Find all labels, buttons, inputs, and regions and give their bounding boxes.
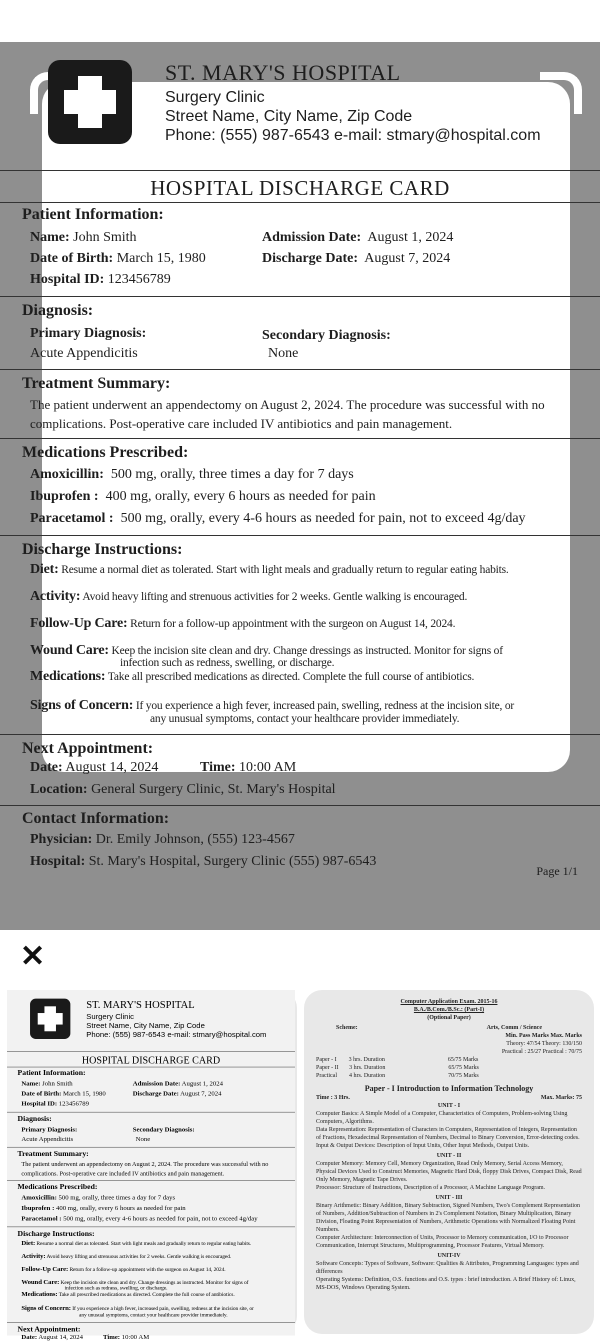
exam-scheme: Scheme: [336,1025,358,1031]
exam-paragraph: Computer Basics: A Simple Model of a Computer, Characteristics of Computers, Problem-solving Using Computers, Algorithms. [316,1111,568,1125]
instructions-heading: Discharge Instructions: [22,541,183,558]
close-icon[interactable]: ✕ [20,940,46,973]
exam-marks-head: Min. Pass Marks Max. Marks [505,1033,582,1039]
thumb-medication-item: Paracetamol : 500 mg, orally, every 4-6 hours as needed for pain, not to exceed 4g/day [21,1215,258,1223]
thumb-appointment-time: Time: 10:00 AM [103,1333,150,1341]
patient-id: Hospital ID: 123456789 [30,272,171,287]
hospital-unit: Surgery Clinic [165,89,265,106]
thumb-patient-id: Hospital ID: 123456789 [21,1100,89,1108]
exam-unit-heading: UNIT-IV [437,1253,461,1259]
thumb-patient-dob: Date of Birth: March 15, 1980 [21,1090,106,1098]
exam-subtitle: B.A./B.Com./B.Sc.: (Part-I) [413,1007,485,1013]
contact-hospital: Hospital: St. Mary's Hospital, Surgery Clinic (555) 987-6543 [30,854,377,869]
divider [0,202,600,203]
appointment-location: Location: General Surgery Clinic, St. Mary's Hospital [30,782,336,797]
hospital-name: ST. MARY'S HOSPITAL [165,60,401,85]
exam-paragraph: Computer Architecture: Interconnection of Units, Processor to Memory communication, I/O to Processor Communication, Interrupt Structures, Multiprogramming, Processor Features, Virtual Memory. [316,1235,569,1249]
exam-title: Computer Application Exam. 2015-16 [400,999,498,1005]
thumb-medications-heading: Medications Prescribed: [17,1182,98,1192]
divider [0,734,600,735]
exam-paragraph: Software Concepts: Types of Software, Software: Qualities & Attributes, Programming Languages: types and differences [316,1261,579,1275]
divider [0,369,600,370]
divider [0,535,600,536]
hospital-cross-logo-icon [30,999,70,1039]
hospital-address: Street Name, City Name, Zip Code [165,108,413,125]
thumb-diagnosis-heading: Diagnosis: [17,1114,52,1123]
divider [0,296,600,297]
secondary-diagnosis: None [268,346,299,361]
thumb-meds: Medications: Take all prescribed medications as directed. Complete the full course of antibiotics. [21,1290,235,1299]
status-area [0,0,600,42]
instruction-signs: Signs of Concern: If you experience a high fever, increased pain, swelling, redness at the incision site, or [30,698,515,713]
thumb-wound-cont: infection such as redness, swelling, or discharge. [64,1285,168,1291]
exam-optional: (Optional Paper) [427,1015,471,1021]
hospital-cross-logo-icon [48,60,132,144]
treatment-text: The patient underwent an appendectomy on August 2, 2024. The procedure was successful with no complications. Post-operative care included IV antibiotics and pain management. [30,397,545,431]
medication-item: Paracetamol : 500 mg, orally, every 4-6 hours as needed for pain, not to exceed 4g/day [30,511,526,526]
exam-document-content [316,998,582,1292]
thumb-primary: Acute Appendicitis [21,1135,74,1144]
thumb-card-title: HOSPITAL DISCHARGE CARD [81,1054,221,1066]
thumb-discharge-date: Discharge Date: August 7, 2024 [132,1090,222,1098]
document-content [0,42,600,930]
thumbnail-exam-document[interactable] [304,990,594,1334]
instruction-activity: Activity: Avoid heavy lifting and strenuous activities for 2 weeks. Gentle walking is encouraged. [30,589,468,604]
contact-physician: Physician: Dr. Emily Johnson, (555) 123-4567 [30,832,295,847]
divider [0,805,600,806]
thumb-appointment-date: Date: August 14, 2024 [21,1333,84,1341]
thumb-admission-date: Admission Date: August 1, 2024 [132,1080,223,1088]
thumb-patient-name: Name: John Smith [21,1080,73,1088]
medications-heading: Medications Prescribed: [22,444,189,461]
exam-paper-title: Paper - I Introduction to Information Technology [364,1084,534,1093]
thumb-medication-item: Amoxicillin: 500 mg, orally, three times a day for 7 days [21,1194,176,1202]
contact-heading: Contact Information: [22,810,170,827]
medication-item: Ibuprofen : 400 mg, orally, every 6 hours as needed for pain [30,489,376,504]
thumb-followup: Follow-Up Care: Return for a follow-up appointment with the surgeon on August 14, 2024. [21,1265,226,1273]
patient-heading: Patient Information: [22,206,164,223]
instruction-diet: Diet: Resume a normal diet as tolerated. Start with light meals and gradually return to regular eating habits. [30,562,509,577]
exam-paragraph: Data Representation: Representation of Characters in Computers, Representation of Integers, Representation of Fractions, Hexadecimal Representation of Numbers, Decimal to Binary Conversion, Error-detecting codes. [316,1127,580,1141]
exam-max-marks: Max. Marks: 75 [540,1095,582,1101]
thumb-signs-cont: any unusual symptoms, contact your healthcare provider immediately. [79,1312,228,1318]
discharge-date: Discharge Date: August 7, 2024 [262,251,451,266]
thumb-secondary-label: Secondary Diagnosis: [132,1126,195,1134]
secondary-diagnosis-label: Secondary Diagnosis: [262,328,391,343]
exam-paragraph: Operating Systems: Definition, O.S. functions and O.S. types : brief introduction. A Brief History of: Linux, MS-DOS, Windows Operating System. [316,1277,576,1291]
instruction-followup: Follow-Up Care: Return for a follow-up appointment with the surgeon on August 14, 2024. [30,616,456,631]
exam-paragraph: Input & Output Devices: Description of Input Units, Other Input Methods, Output Units. [316,1143,530,1149]
thumb-wound: Wound Care: Keep the incision site clean and dry. Change dressings as instructed. Monitor for signs of [21,1278,249,1286]
exam-time: Time : 3 Hrs. [316,1095,350,1101]
thumb-medication-item: Ibuprofen : 400 mg, orally, every 6 hours as needed for pain [21,1204,186,1212]
exam-paragraph: Computer Memory: Memory Cell, Memory Organization, Read Only Memory, Serial Access Memory, Physical Devices Used to Construct Memories, Magnetic Hard Disk, floppy Disk Drives, Compact Disk, Read Only Memory, Magnetic Tape Drives. [316,1161,582,1183]
exam-paragraph: Processor: Structure of Instructions, Description of a Processor, A Machine Language Program. [316,1185,546,1191]
exam-paper-row: Paper - II 3 hrs. Duration 65/75 Marks [316,1065,479,1071]
appointment-time: Time: 10:00 AM [200,760,297,775]
divider [0,170,600,171]
thumb-hospital-details: Surgery Clinic Street Name, City Name, Zip Code Phone: (555) 987-6543 e-mail: stmary@hospital.com [86,1012,267,1039]
thumb-secondary: None [135,1135,151,1144]
exam-theory: Theory: 47/54 Theory: 130/150 [506,1041,582,1047]
exam-stream: Arts, Comm / Science [486,1025,542,1031]
exam-paper-row: Practical 4 hrs. Duration 70/75 Marks [316,1073,479,1079]
document-preview [0,42,600,930]
exam-unit-heading: UNIT - II [436,1153,462,1159]
thumb-instructions-heading: Discharge Instructions: [17,1229,95,1238]
card-title: HOSPITAL DISCHARGE CARD [150,176,450,200]
discharge-card-document [0,42,600,930]
exam-practical: Practical : 25/27 Practical : 70/75 [501,1049,582,1055]
patient-name: Name: John Smith [30,230,137,245]
exam-unit-heading: UNIT - I [437,1103,461,1109]
thumbnail-discharge-card[interactable] [7,990,297,1341]
admission-date: Admission Date: August 1, 2024 [262,230,454,245]
primary-diagnosis-label: Primary Diagnosis: [30,326,147,341]
appointment-heading: Next Appointment: [22,740,154,757]
thumb-primary-label: Primary Diagnosis: [21,1126,78,1134]
thumb-treatment-text: The patient underwent an appendectomy on August 2, 2024. The procedure was successful with no complications. Post-operative care included IV antibiotics and pain management. [21,1160,269,1177]
patient-dob: Date of Birth: March 15, 1980 [30,251,206,266]
exam-unit-heading: UNIT - III [435,1195,463,1201]
appointment-date: Date: August 14, 2024 [30,760,159,775]
medication-item: Amoxicillin: 500 mg, orally, three times a day for 7 days [30,467,354,482]
hospital-contact: Phone: (555) 987-6543 e-mail: stmary@hospital.com [165,127,541,144]
instruction-wound-cont: infection such as redness, swelling, or discharge. [120,657,335,669]
thumb-hospital-name: ST. MARY'S HOSPITAL [86,998,195,1011]
divider [0,438,600,439]
bottom-sheet [0,930,600,1341]
instruction-signs-cont: any unusual symptoms, contact your healthcare provider immediately. [150,713,460,725]
thumb-diet: Diet: Resume a normal diet as tolerated. Start with light meals and gradually return to regular eating habits. [21,1239,252,1247]
primary-diagnosis: Acute Appendicitis [30,346,138,361]
exam-paragraph: Binary Arithmetic: Binary Addition, Binary Subtraction, Signed Numbers, Two's Complement Representation of Numbers, Addition/Subtraction of Numbers in 2's Complement Notation, Binary Multiplication, Binary Division, Floating Point Representation of Numbers, Arithmetic Operations with Normalized Floating Point Numbers. [316,1203,581,1233]
diagnosis-heading: Diagnosis: [22,302,94,319]
instruction-medications: Medications: Take all prescribed medications as directed. Complete the full course of antibiotics. [30,669,475,684]
treatment-heading: Treatment Summary: [22,375,171,392]
hospital-details [165,88,541,145]
thumb-signs: Signs of Concern: If you experience a high fever, increased pain, swelling, redness at the incision site, or [21,1304,254,1313]
instruction-wound: Wound Care: Keep the incision site clean and dry. Change dressings as instructed. Monitor for signs of [30,643,503,658]
exam-paper-row: Paper - I 3 hrs. Duration 65/75 Marks [316,1057,479,1063]
thumb-treatment-heading: Treatment Summary: [17,1149,89,1158]
page-indicator: Page 1/1 [536,864,578,878]
thumb-activity: Activity: Avoid heavy lifting and strenuous activities for 2 weeks. Gentle walking is encouraged. [21,1252,232,1260]
thumb-patient-heading: Patient Information: [17,1068,86,1077]
thumb-appointment-heading: Next Appointment: [17,1325,81,1334]
